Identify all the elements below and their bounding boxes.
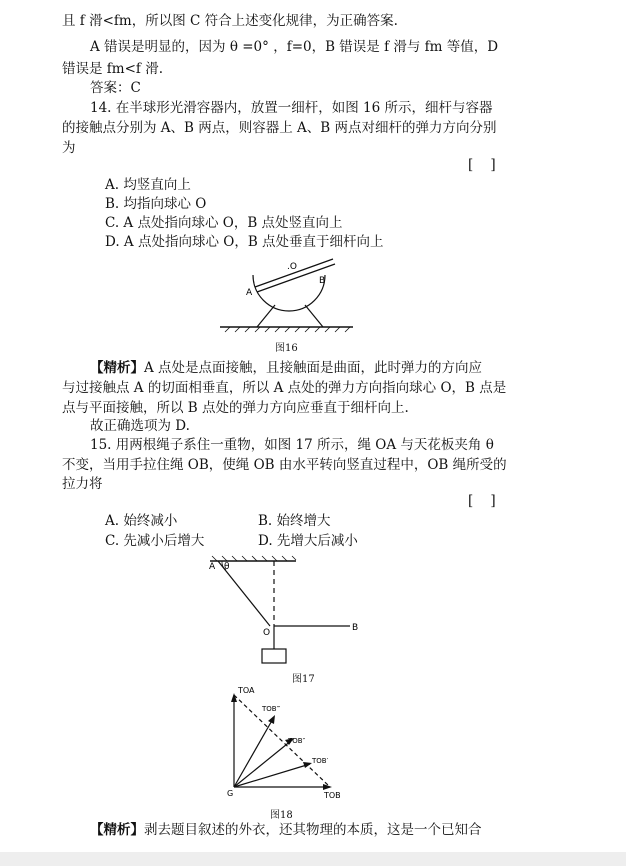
answer-bracket: [ ] xyxy=(468,157,496,173)
analysis-line xyxy=(90,359,482,377)
page-bottom-strip xyxy=(0,852,626,866)
label-o: O xyxy=(263,628,271,638)
resultant-dashed xyxy=(234,695,330,787)
figure-17 xyxy=(200,553,370,668)
label-b: B xyxy=(319,276,326,286)
label-a: A xyxy=(209,562,216,572)
analysis-text: 剥去题目叙述的外衣，还其物理的本质，这是一个已知合 xyxy=(144,822,482,838)
figure-18 xyxy=(222,683,362,807)
option-b: B. 始终增大 xyxy=(258,513,331,529)
analysis-line: 与过接触点 A 的切面相垂直，所以 A 点处的弹力方向指向球心 O，B 点是 xyxy=(62,380,507,396)
analysis-text: A 点处是点面接触，且接触面是曲面，此时弹力的方向应 xyxy=(144,360,483,376)
figure-18-caption: 图18 xyxy=(270,810,293,821)
text-line: 错误是 fm<f 滑. xyxy=(62,61,163,77)
question-15-stem: 不变，当用手拉住绳 OB，使绳 OB 由水平转向竖直过程中，OB 绳所受的 xyxy=(62,457,507,473)
answer-line: 答案：C xyxy=(90,80,141,96)
option-c: C. A 点处指向球心 O，B 点处竖直向上 xyxy=(105,215,343,231)
figure-16-caption: 图16 xyxy=(275,343,298,354)
figure-17-caption: 图17 xyxy=(292,674,315,685)
analysis-line: 点与平面接触，所以 B 点处的弹力方向应垂直于细杆向上. xyxy=(62,400,409,416)
analysis-tag: 【精析】 xyxy=(90,360,144,376)
option-c: C. 先减小后增大 xyxy=(105,533,205,549)
label-g: G xyxy=(227,789,234,798)
question-14-stem: 的接触点分别为 A、B 两点，则容器上 A、B 两点对细杆的弹力方向分别 xyxy=(62,120,497,136)
analysis-line xyxy=(90,821,482,839)
label-tob-prime: TOB′ xyxy=(312,757,329,765)
option-d: D. A 点处指向球心 O，B 点处垂直于细杆向上 xyxy=(105,234,384,250)
question-14-stem: 14. 在半球形光滑容器内，放置一细杆，如图 16 所示，细杆与容器 xyxy=(90,100,493,116)
answer-line: 故正确选项为 D. xyxy=(90,418,190,434)
label-o: .O xyxy=(287,262,297,272)
question-14-stem: 为 xyxy=(62,140,76,156)
label-tob: TOB xyxy=(324,791,341,800)
label-theta: θ xyxy=(224,562,230,572)
label-b: B xyxy=(352,623,359,633)
label-tob-triple-prime: TOB‴ xyxy=(262,705,281,713)
question-15-stem: 拉力将 xyxy=(62,476,103,492)
option-a: A. 均竖直向上 xyxy=(105,177,191,193)
label-toa: TOA xyxy=(238,686,255,695)
figure-16 xyxy=(215,255,355,335)
weight-block xyxy=(262,649,286,663)
option-a: A. 始终减小 xyxy=(105,513,178,529)
analysis-tag: 【精析】 xyxy=(90,822,144,838)
label-a: A xyxy=(246,288,253,298)
answer-bracket: [ ] xyxy=(468,493,496,509)
question-15-stem: 15. 用两根绳子系住一重物，如图 17 所示，绳 OA 与天花板夹角 θ xyxy=(90,437,494,453)
text-line: A 错误是明显的，因为 θ =0° ，f=0，B 错误是 f 滑与 fm 等值，D xyxy=(90,39,499,55)
option-d: D. 先增大后减小 xyxy=(258,533,358,549)
option-b: B. 均指向球心 O xyxy=(105,196,207,212)
label-tob-double-prime: TOB″ xyxy=(288,737,306,745)
text-line: 且 f 滑<fm，所以图 C 符合上述变化规律，为正确答案. xyxy=(62,13,398,29)
